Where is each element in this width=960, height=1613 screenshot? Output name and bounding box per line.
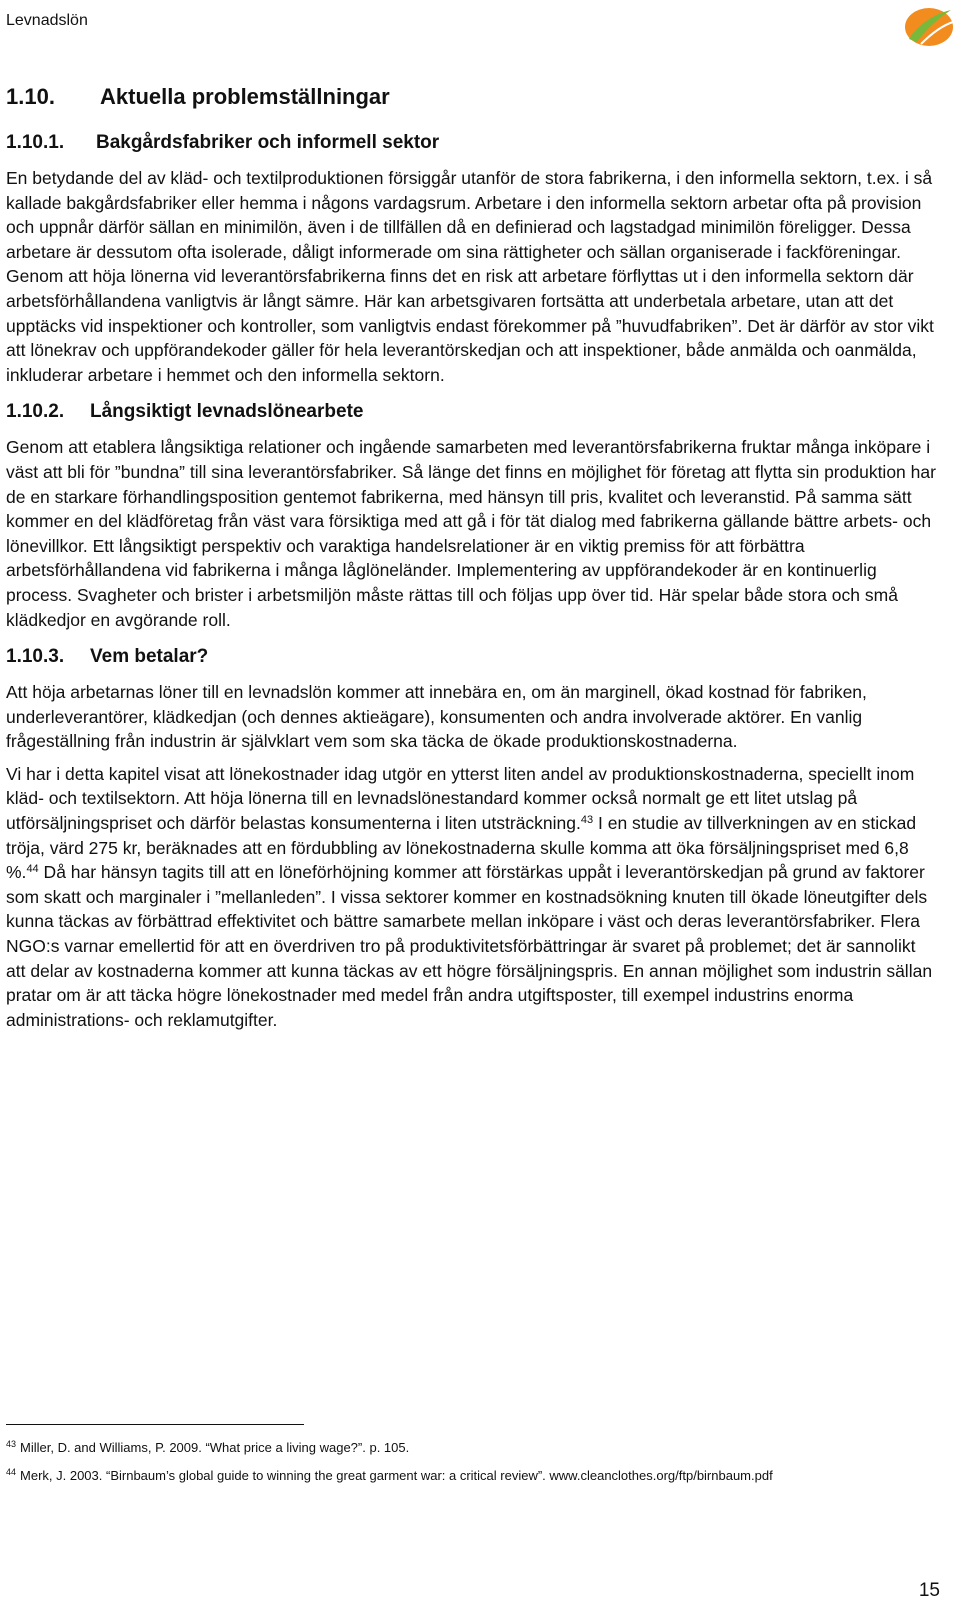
paragraph-text: Vi har i detta kapitel visat att lönekostnader idag utgör en ytterst liten andel av produktionskostnaderna, speciellt inom kläd- och textilsektorn. Att höja lönerna till en levnadslönestandard kommer också normalt ge ett litet utslag på utförsäljningspriset och därför belastas konsumenterna i liten utsträckning. bbox=[6, 763, 915, 834]
page-number: 15 bbox=[918, 1580, 940, 1601]
footnote bbox=[6, 1439, 936, 1457]
section-heading bbox=[6, 82, 936, 112]
subsection-heading-3 bbox=[6, 644, 936, 670]
footnote-divider bbox=[6, 1424, 304, 1425]
footnote bbox=[6, 1467, 936, 1485]
paragraph-text: Då har hänsyn tagits till att en löneförhöjning kommer att förstärkas uppåt i leverantörskedjan på grund av faktorer som skatt och marginaler i ”mellanleden”. I vissa sektorer kommer en kostnadsökning knuten till ökade löneutgifter dels kunna täckas av förbättrad effektivitet och bättre samarbete mellan inköpare i väst och deras leverantörsfabriker. Flera NGO:s varnar emellertid för att en överdriven tro på produktivitetsförbättringar är svaret på problemet; det är sannolikt att delar av kostnaderna kommer att kunna täckas av ett högre försäljningspris. En annan möjlighet som industrin sällan pratar om är att täcka högre lönekostnader med medel från andra utgiftsposter, till exempel industrins enorma administrations- och reklamutgifter. bbox=[6, 862, 933, 1030]
subsection-title: Vem betalar? bbox=[90, 646, 209, 668]
footnote-text: Merk, J. 2003. “Birnbaum’s global guide to winning the great garment war: a critical review”. www.cleanclothes.org/ftp/birnbaum.pdf bbox=[20, 1468, 773, 1483]
section-title: Aktuella problemställningar bbox=[100, 84, 390, 109]
footnote-text: Miller, D. and Williams, P. 2009. “What price a living wage?”. p. 105. bbox=[20, 1440, 410, 1455]
subsection-number: 1.10.3. bbox=[6, 646, 65, 668]
subsection-number: 1.10.2. bbox=[6, 401, 65, 423]
footnotes bbox=[6, 1424, 936, 1495]
running-header-title: Levnadslön bbox=[6, 12, 88, 29]
subsection-title: Bakgårdsfabriker och informell sektor bbox=[96, 132, 440, 153]
leaf-swirl-icon bbox=[903, 4, 955, 48]
subsection-number: 1.10.1. bbox=[6, 132, 65, 153]
paragraph-text: I en studie av tillverkningen av en stickad tröja, värd 275 kr, beräknades att en fördubbling av lönekostnaderna skulle komma att öka försäljningspriset med 6,8 %. bbox=[6, 813, 917, 883]
section-number: 1.10. bbox=[6, 84, 55, 109]
footnote-number: 44 bbox=[6, 1467, 17, 1477]
paragraph: Genom att etablera långsiktiga relationer och ingående samarbeten med leverantörsfabrikerna fruktar många inköpare i väst att bli för ”bundna” till sina leverantörsfabriker. Så länge det finns en möjlighet för företag att flytta sin produktion har de en starkare förhandlingsposition gentemot fabrikerna, med hänsyn till pris, kvalitet och leveranstid. På samma sätt kommer en del klädföretag från väst vara försiktiga med att gå i för tät dialog med fabrikerna gällande bättre arbets- och lönevillkor. Ett långsiktigt perspektiv och varaktiga handelsrelationer är en viktig premiss för att förbättra arbetsförhållandena vid fabrikerna i många låglöneländer. Implementering av uppförandekoder är en kontinuerlig process. Svagheter och brister i arbetsmiljön måste rättas till och följas upp över tid. Här spelar både stora och små klädkedjor en avgörande roll. bbox=[6, 437, 936, 630]
paragraph-with-footnotes bbox=[6, 762, 936, 1033]
subsection-title: Långsiktigt levnadslönearbete bbox=[90, 401, 364, 423]
paragraph: En betydande del av kläd- och textilproduktionen försiggår utanför de stora fabrikerna, i den informella sektorn, t.ex. i så kallade bakgårdsfabriker eller hemma i någons vardagsrum. Arbetare i den informella sektorn arbetar ofta på provision och uppnår därför sällan en minimilön, även i de tillfällen då en definierad och lagstadgad minimilön föreligger. Dessa arbetare är dessutom ofta isolerade, dåligt informerade om sina rättigheter och sällan organiserade i fackföreningar. Genom att höja lönerna vid leverantörsfabrikerna finns det en risk att arbetare förflyttas ut i den informella sektorn där arbetsförhållandena vanligtvis är långt sämre. Här kan arbetsgivaren fortsätta att underbetala arbetare, utan att det upptäcks vid inspektioner och kontroller, som vanligtvis endast förekommer på ”huvudfabriken”. Det är därför av stor vikt att lönekrav och uppförandekoder gäller för hela leverantörskedjan och att inspektioner, både anmälda och oanmälda, inkluderar arbetare i hemmet och den informella sektorn. bbox=[6, 168, 934, 385]
footnote-ref[interactable]: 44 bbox=[26, 863, 39, 876]
footnote-number: 43 bbox=[6, 1439, 17, 1449]
document-body bbox=[6, 82, 936, 1040]
subsection-heading-2 bbox=[6, 399, 936, 425]
paragraph: Att höja arbetarnas löner till en levnadslön kommer att innebära en, om än marginell, ökad kostnad för fabriken, underleverantörer, klädkedjan (och dennes aktieägare), konsumenten och andra involverade aktörer. En vanlig frågeställning från industrin är självklart vem som ska täcka de ökade produktionskostnaderna. bbox=[6, 682, 867, 752]
footnote-ref[interactable]: 43 bbox=[580, 814, 594, 827]
subsection-heading-1 bbox=[6, 130, 936, 156]
